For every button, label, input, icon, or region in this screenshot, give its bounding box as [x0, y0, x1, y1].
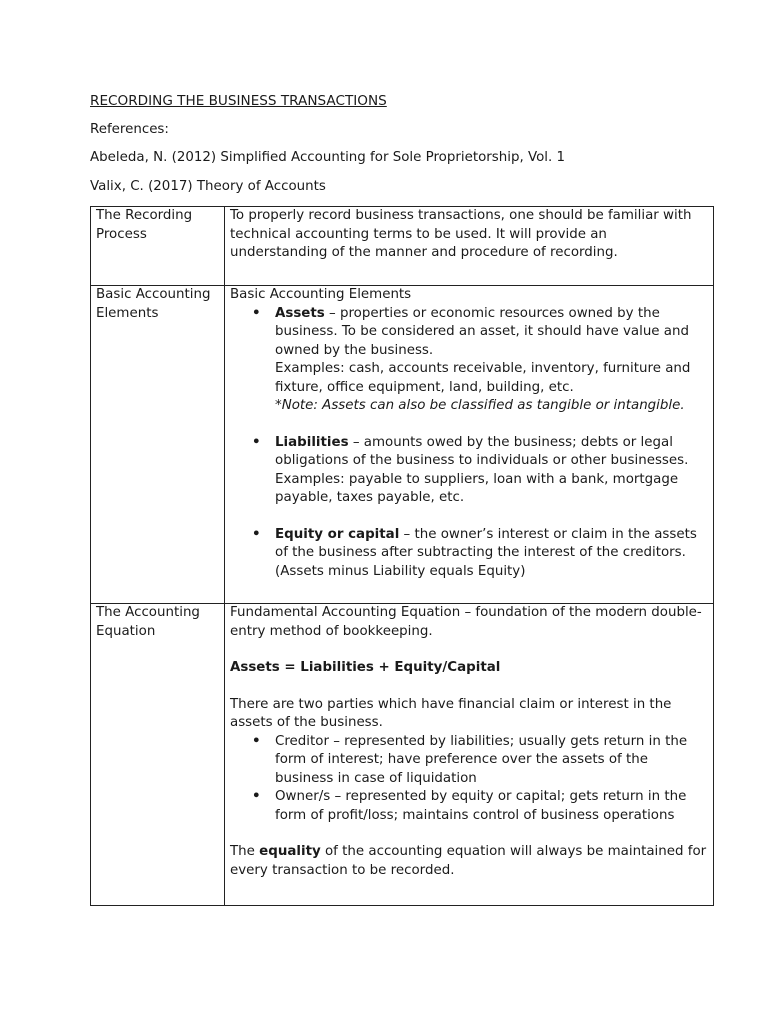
description-cell [225, 286, 714, 604]
page-title: RECORDING THE BUSINESS TRANSACTIONS [90, 93, 387, 109]
description-cell: To properly record business transactions, one should be familiar with technical accounting terms to be used. It will provide an understanding of the manner and procedure of recording. [225, 207, 714, 286]
section-heading: Basic Accounting Elements [230, 287, 412, 302]
elements-list [230, 305, 707, 582]
reference-item: Valix, C. (2017) Theory of Accounts [90, 178, 326, 194]
closing-pre: The [230, 844, 260, 859]
parties-list [230, 733, 707, 826]
closing-text [230, 843, 707, 880]
list-item-owner: • Owner/s – represented by equity or capital; gets return in the form of profit/loss; maintains control of business operations [275, 788, 707, 825]
examples-text: Examples: cash, accounts receivable, inventory, furniture and fixture, office equipment, land, building, etc. [275, 361, 691, 395]
term-description: – the owner’s interest or claim in the assets of the business after subtracting the interest of the creditors. (Assets minus Liability equals Equity) [275, 526, 697, 579]
topic-cell: The Recording Process [91, 207, 225, 286]
term-description: – properties or economic resources owned by the business. To be considered an asset, it should have value and owned by the business. [275, 305, 689, 358]
term-assets: Assets [275, 305, 325, 321]
list-item-assets [275, 305, 707, 416]
note-text: *Note: Assets can also be classified as tangible or intangible. [275, 398, 685, 413]
list-item-creditor: • Creditor – represented by liabilities; usually gets return in the form of interest; have preference over the assets of the business in case of liquidation [275, 733, 707, 789]
references-label: References: [90, 121, 169, 137]
examples-text: Examples: payable to suppliers, loan with a bank, mortgage payable, taxes payable, etc. [275, 471, 679, 505]
closing-bold: equality [259, 844, 321, 859]
list-item-liabilities [275, 434, 707, 508]
description-cell [225, 604, 714, 906]
term-equity: Equity or capital [275, 526, 400, 542]
topic-cell: Basic Accounting Elements [91, 286, 225, 604]
document-page [90, 92, 714, 906]
spacer [275, 416, 707, 434]
intro-text: Fundamental Accounting Equation – foundation of the modern double-entry method of bookkeeping. [230, 605, 702, 639]
table-row-recording-process [91, 207, 714, 286]
table-row-accounting-equation [91, 604, 714, 906]
reference-item: Abeleda, N. (2012) Simplified Accounting for Sole Proprietorship, Vol. 1 [90, 150, 566, 165]
equation-formula: Assets = Liabilities + Equity/Capital [230, 660, 501, 675]
topic-cell: The Accounting Equation [91, 604, 225, 906]
term-liabilities: Liabilities [275, 434, 349, 450]
parties-text: There are two parties which have financial claim or interest in the assets of the business. [230, 696, 672, 730]
term-description: – amounts owed by the business; debts or legal obligations of the business to individuals or other businesses. [275, 434, 689, 468]
content-table [90, 206, 714, 906]
list-item-equity [275, 526, 707, 582]
closing-post: of the accounting equation will always be maintained for every transaction to be recorded. [230, 844, 707, 878]
table-row-basic-elements [91, 286, 714, 604]
spacer [275, 508, 707, 526]
